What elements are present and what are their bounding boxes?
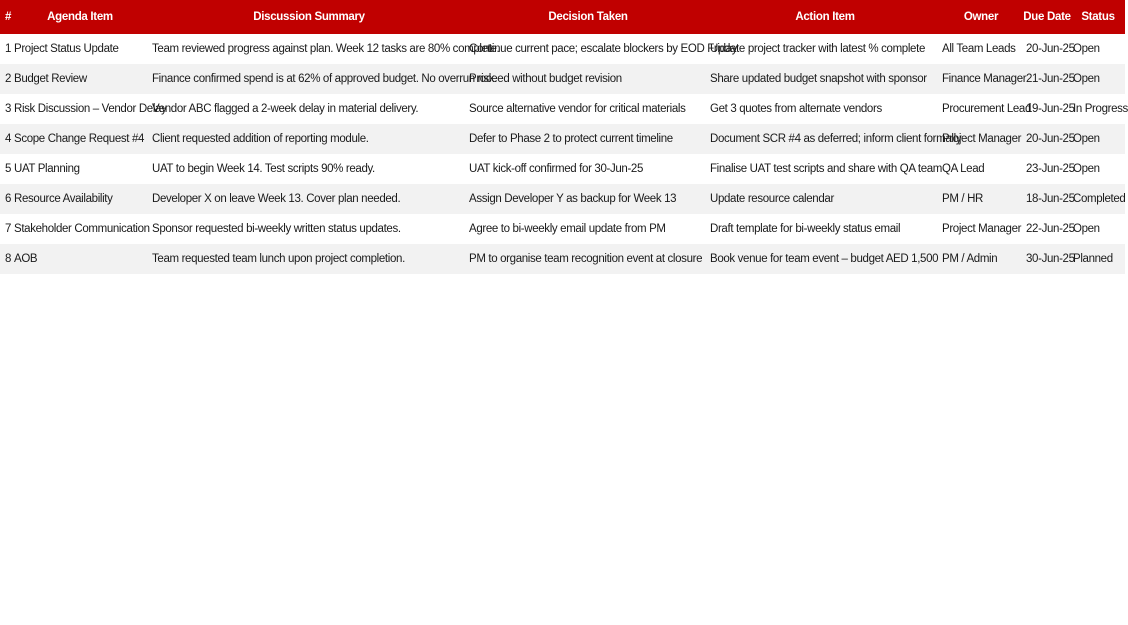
- header-decision-taken[interactable]: Decision Taken: [548, 11, 628, 23]
- cell-status[interactable]: Completed: [1073, 193, 1126, 205]
- meeting-minutes-table: [0, 0, 1128, 274]
- header-agenda-item[interactable]: Agenda Item: [47, 11, 113, 23]
- cell-owner[interactable]: Project Manager: [942, 133, 1022, 145]
- cell-status[interactable]: Open: [1073, 133, 1100, 145]
- cell-status[interactable]: Planned: [1073, 253, 1113, 265]
- cell-status[interactable]: In Progress: [1073, 103, 1128, 115]
- cell-decision-taken[interactable]: Source alternative vendor for critical materials: [469, 103, 686, 115]
- header-number[interactable]: #: [5, 11, 12, 23]
- cell-due-date[interactable]: 20-Jun-25: [1026, 133, 1075, 145]
- cell-number[interactable]: 3: [5, 103, 12, 115]
- table-row: [0, 154, 1125, 184]
- cell-discussion-summary[interactable]: Team requested team lunch upon project completion.: [152, 253, 405, 265]
- header-owner[interactable]: Owner: [963, 11, 999, 23]
- header-due-date[interactable]: Due Date: [1023, 11, 1071, 23]
- cell-owner[interactable]: QA Lead: [942, 163, 985, 175]
- cell-due-date[interactable]: 19-Jun-25: [1026, 103, 1075, 115]
- cell-number[interactable]: 5: [5, 163, 12, 175]
- cell-owner[interactable]: PM / HR: [942, 193, 983, 205]
- cell-due-date[interactable]: 30-Jun-25: [1026, 253, 1075, 265]
- cell-agenda-item[interactable]: Budget Review: [14, 73, 87, 85]
- cell-due-date[interactable]: 23-Jun-25: [1026, 163, 1075, 175]
- cell-due-date[interactable]: 22-Jun-25: [1026, 223, 1075, 235]
- cell-decision-taken[interactable]: Agree to bi-weekly email update from PM: [469, 223, 666, 235]
- cell-action-item[interactable]: Update project tracker with latest % complete: [710, 43, 925, 55]
- cell-agenda-item[interactable]: Stakeholder Communication: [14, 223, 150, 235]
- table-row: [0, 214, 1125, 244]
- cell-discussion-summary[interactable]: Finance confirmed spend is at 62% of approved budget. No overrun risk.: [152, 73, 497, 85]
- cell-discussion-summary[interactable]: UAT to begin Week 14. Test scripts 90% ready.: [152, 163, 375, 175]
- cell-action-item[interactable]: Finalise UAT test scripts and share with QA team: [710, 163, 943, 175]
- cell-action-item[interactable]: Draft template for bi-weekly status email: [710, 223, 901, 235]
- cell-number[interactable]: 6: [5, 193, 12, 205]
- cell-number[interactable]: 1: [5, 43, 12, 55]
- cell-owner[interactable]: Finance Manager: [942, 73, 1027, 85]
- header-discussion-summary[interactable]: Discussion Summary: [253, 11, 365, 23]
- cell-owner[interactable]: Procurement Lead: [942, 103, 1032, 115]
- cell-discussion-summary[interactable]: Client requested addition of reporting module.: [152, 133, 369, 145]
- cell-number[interactable]: 2: [5, 73, 12, 85]
- cell-status[interactable]: Open: [1073, 73, 1100, 85]
- cell-action-item[interactable]: Update resource calendar: [710, 193, 834, 205]
- cell-agenda-item[interactable]: Project Status Update: [14, 43, 119, 55]
- cell-agenda-item[interactable]: Resource Availability: [14, 193, 113, 205]
- table-row: [0, 34, 1125, 64]
- cell-due-date[interactable]: 18-Jun-25: [1026, 193, 1075, 205]
- cell-status[interactable]: Open: [1073, 223, 1100, 235]
- cell-status[interactable]: Open: [1073, 43, 1100, 55]
- cell-number[interactable]: 4: [5, 133, 12, 145]
- cell-owner[interactable]: Project Manager: [942, 223, 1022, 235]
- cell-number[interactable]: 7: [5, 223, 12, 235]
- cell-owner[interactable]: All Team Leads: [942, 43, 1016, 55]
- cell-action-item[interactable]: Document SCR #4 as deferred; inform client formally: [710, 133, 962, 145]
- cell-decision-taken[interactable]: Assign Developer Y as backup for Week 13: [469, 193, 677, 205]
- cell-owner[interactable]: PM / Admin: [942, 253, 998, 265]
- table-row: [0, 94, 1128, 124]
- cell-decision-taken[interactable]: Proceed without budget revision: [469, 73, 622, 85]
- cell-agenda-item[interactable]: Risk Discussion – Vendor Delay: [14, 103, 167, 115]
- header-status[interactable]: Status: [1081, 11, 1115, 23]
- cell-decision-taken[interactable]: Continue current pace; escalate blockers by EOD Friday: [469, 43, 738, 55]
- cell-due-date[interactable]: 21-Jun-25: [1026, 73, 1075, 85]
- cell-decision-taken[interactable]: Defer to Phase 2 to protect current timeline: [469, 133, 673, 145]
- cell-action-item[interactable]: Book venue for team event – budget AED 1,500: [710, 253, 939, 265]
- cell-number[interactable]: 8: [5, 253, 12, 265]
- cell-status[interactable]: Open: [1073, 163, 1100, 175]
- cell-agenda-item[interactable]: UAT Planning: [14, 163, 80, 175]
- table-row: [0, 64, 1125, 94]
- cell-discussion-summary[interactable]: Vendor ABC flagged a 2-week delay in material delivery.: [152, 103, 419, 115]
- cell-decision-taken[interactable]: PM to organise team recognition event at closure: [469, 253, 703, 265]
- cell-action-item[interactable]: Share updated budget snapshot with sponsor: [710, 73, 927, 85]
- cell-due-date[interactable]: 20-Jun-25: [1026, 43, 1075, 55]
- cell-decision-taken[interactable]: UAT kick-off confirmed for 30-Jun-25: [469, 163, 644, 175]
- table-row: [0, 244, 1125, 274]
- cell-agenda-item[interactable]: AOB: [14, 253, 38, 265]
- cell-discussion-summary[interactable]: Team reviewed progress against plan. Week 12 tasks are 80% complete.: [152, 43, 500, 55]
- table-row: [0, 124, 1125, 154]
- cell-discussion-summary[interactable]: Sponsor requested bi-weekly written status updates.: [152, 223, 401, 235]
- table-header-row: [0, 0, 1125, 34]
- cell-agenda-item[interactable]: Scope Change Request #4: [14, 133, 145, 145]
- header-action-item[interactable]: Action Item: [795, 11, 855, 23]
- table-row: [0, 184, 1125, 214]
- cell-action-item[interactable]: Get 3 quotes from alternate vendors: [710, 103, 882, 115]
- cell-discussion-summary[interactable]: Developer X on leave Week 13. Cover plan needed.: [152, 193, 401, 205]
